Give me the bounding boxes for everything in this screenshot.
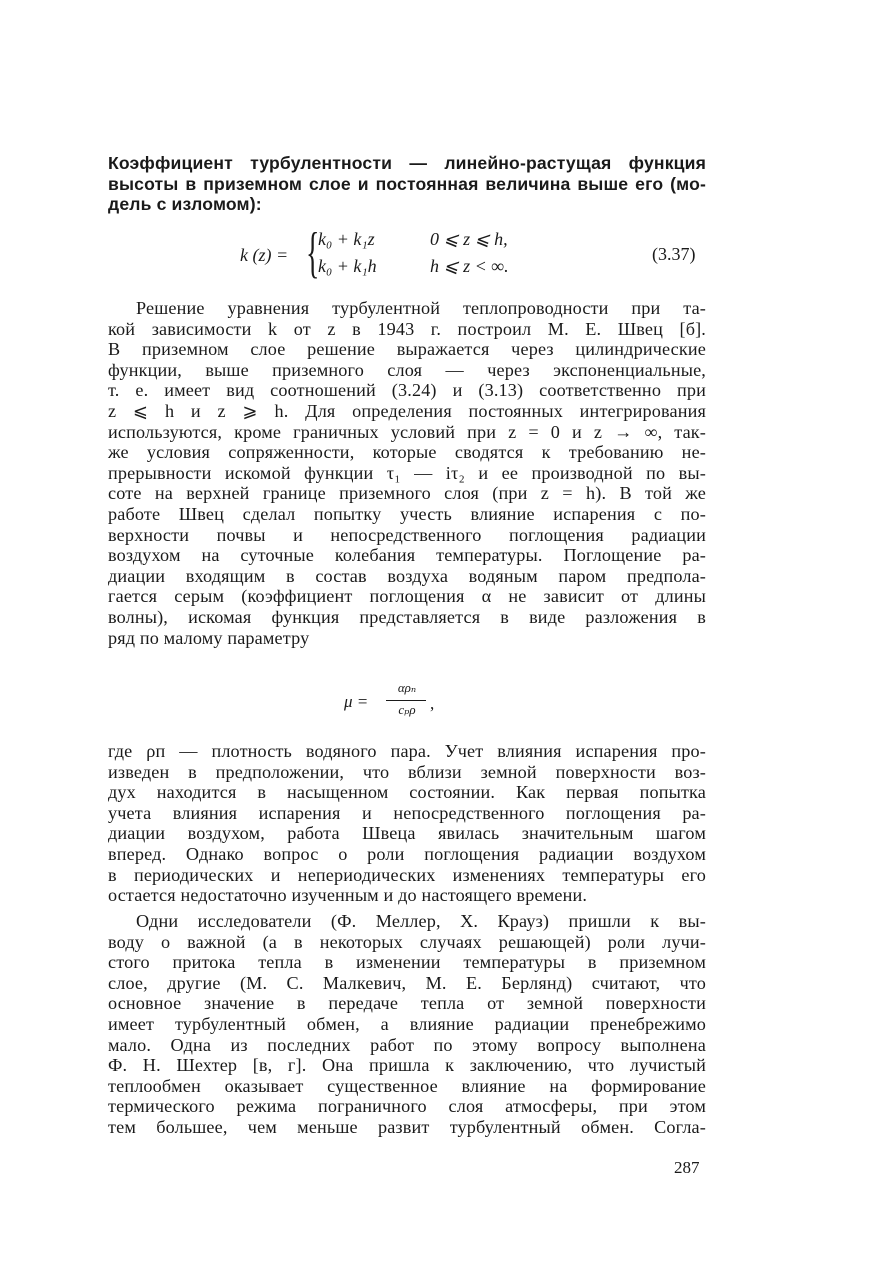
text-line: В приземном слое решение выражается через цилиндрические (108, 339, 706, 360)
text-line: используются, кроме граничных условий при z = 0 и z → ∞, так- (108, 421, 706, 442)
text-line: Решение уравнения турбулентной теплопроводности при та- (136, 298, 706, 318)
formula-brace: { (306, 222, 320, 284)
page-number: 287 (674, 1158, 700, 1177)
text-line: дух находится в насыщенном состоянии. Как первая попытка (108, 782, 706, 803)
heading-line: Коэффициент турбулентности — линейно-растущая функция (108, 153, 706, 173)
text-line: стого притока тепла в изменении температуры в приземном (108, 952, 706, 973)
text-line: кой зависимости k от z в 1943 г. построил М. Е. Швец [б]. (108, 318, 706, 339)
heading-line: дель с изломом): (108, 194, 262, 215)
text-line: же условия сопряженности, которые сводятся к требованию не- (108, 442, 706, 463)
text-line: соте на верхней границе приземного слоя (при z = h). В той же (108, 483, 706, 504)
mu-lhs: μ = (344, 692, 369, 711)
formula-row1-cond: 0 ⩽ z ⩽ h, (430, 229, 508, 249)
heading-line: высоты в приземном слое и постоянная величина выше его (мо- (108, 173, 706, 194)
text-line: где ρп — плотность водяного пара. Учет влияния испарения про- (108, 741, 706, 761)
text-line: Одни исследователи (Ф. Меллер, Х. Крауз) пришли к вы- (136, 911, 706, 931)
text-line: работе Швец сделал попытку учесть влияние испарения с по- (108, 503, 706, 524)
formula-3-37 (240, 222, 710, 284)
text-line: учета влияния испарения и непосредственного поглощения ра- (108, 802, 706, 823)
formula-row2-expr: k₀ + k₁h (318, 256, 377, 276)
text-line: термического режима пограничного слоя атмосферы, при этом (108, 1096, 706, 1117)
formula-row2-cond: h ⩽ z < ∞. (430, 256, 509, 276)
mu-comma: , (430, 694, 435, 713)
text-line: остается недостаточно изученным и до настоящего времени. (108, 885, 588, 906)
text-line: изведен в предположении, что вблизи земной поверхности воз- (108, 761, 706, 782)
text-line: волны), искомая функция представляется в виде разложения в (108, 606, 706, 627)
paragraph-1 (108, 298, 706, 648)
text-line: воздухом на суточные колебания температуры. Поглощение ра- (108, 545, 706, 566)
equation-number: (3.37) (652, 244, 696, 264)
text-line: верхности почвы и непосредственного поглощения радиации (108, 524, 706, 545)
paragraph-3 (108, 911, 706, 1138)
text-line: диации воздухом, работа Швеца явилась значительным шагом (108, 823, 706, 844)
text-line: основное значение в передаче тепла от земной поверхности (108, 993, 706, 1014)
text-line: мало. Одна из последних работ по этому вопросу выполнена (108, 1034, 706, 1055)
text-line: гается серым (коэффициент поглощения α не зависит от длины (108, 586, 706, 607)
text-line: вперед. Однако вопрос о роли поглощения радиации воздухом (108, 843, 706, 864)
text-line: Ф. Н. Шехтер [в, г]. Она пришла к заключению, что лучистый (108, 1055, 706, 1076)
text-line: ряд по малому параметру (108, 627, 310, 648)
formula-lhs: k (z) = (240, 245, 289, 265)
formula-mu (344, 680, 454, 724)
text-line: прерывности искомой функции τ₁ — iτ₂ и ее производной по вы- (108, 462, 706, 483)
text-line: диации входящим в состав воздуха водяным паром предпола- (108, 565, 706, 586)
text-line: в периодических и непериодических изменениях температуры его (108, 864, 706, 885)
text-line: слое, другие (М. С. Малкевич, М. Е. Берлянд) считают, что (108, 972, 706, 993)
text-line: воду о важной (а в некоторых случаях решающей) роли лучи- (108, 931, 706, 952)
section-heading (108, 153, 706, 215)
fraction-bar (386, 700, 426, 701)
text-line: т. е. имеет вид соотношений (3.24) и (3.13) соответственно при (108, 380, 706, 401)
text-line: функции, выше приземного слоя — через экспоненциальные, (108, 359, 706, 380)
mu-numerator: αρₙ (397, 680, 417, 695)
mu-denominator: cₚρ (398, 702, 416, 717)
paragraph-2 (108, 741, 706, 906)
text-line: имеет турбулентный обмен, а влияние радиации пренебрежимо (108, 1013, 706, 1034)
text-line: z ⩽ h и z ⩾ h. Для определения постоянных интегрирования (108, 400, 706, 421)
formula-row1-expr: k₀ + k₁z (318, 229, 375, 249)
text-line: тем большее, чем меньше развит турбулентный обмен. Согла- (108, 1116, 706, 1137)
text-line: теплообмен оказывает существенное влияние на формирование (108, 1075, 706, 1096)
